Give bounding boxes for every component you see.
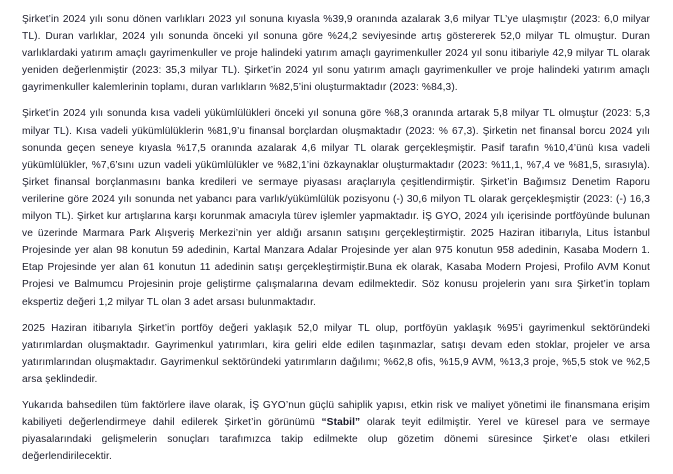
paragraph-portfolio: 2025 Haziran itibarıyla Şirket’in portföy değeri yaklaşık 52,0 milyar TL olup, portföyün yaklaşık %95’i gayrimenkul sektöründeki yatırımlardan oluşmaktadır. Gayrimenkul yatırımları, kira geliri elde edilen taşınmazlar, satışı devam eden stoklar, projeler ve arsa yatırımlarından oluşmaktadır. Gayrimenkul sektöründeki yatırımların dağılımı; %62,8 ofis, %15,9 AVM, %13,3 proje, %5,5 stok ve %2,5 arsa şeklindedir.	[22, 322, 650, 385]
outlook-text-part2: olarak teyit edilmiştir. Yerel ve küresel para ve sermaye piyasalarındaki gelişmelerin sonuçları tarafımızca takip edilmekte olup gözetim dönemi süresince Şirket’e olası etkileri değerlendirilecektir.	[22, 417, 651, 463]
paragraph-outlook	[22, 397, 650, 465]
paragraph-assets: Şirket’in 2024 yılı sonu dönen varlıkları 2023 yıl sonuna kıyasla %39,9 oranında azalarak 3,6 milyar TL’ye ulaşmıştır (2023: 6,0 milyar TL). Duran varlıklar, 2024 yılı sonunda önceki yıl sonuna göre %24,2 seviyesinde artış göstererek 52,0 milyar TL olmuştur. Duran varlıklardaki yatırım amaçlı gayrimenkuller ve proje halindeki yatırım amaçlı gayrimenkuller 2024 yıl sonu itibariyle 42,9 milyar TL olarak yeniden değerlenmiştir (2023: 35,3 milyar TL). Şirket’in 2024 yıl sonu yatırım amaçlı gayrimenkuller ve proje halindeki yatırım amaçlı gayrimenkuller kalemlerinin toplamı, duran varlıkların %82,5’ini oluşturmaktadır (2023: %84,3).	[22, 14, 650, 94]
outlook-rating-label: “Stabil”	[321, 417, 361, 429]
outlook-text-part1: Yukarıda bahsedilen tüm faktörlere ilave olarak, İŞ GYO’nun güçlü sahiplik yapısı, etkin risk ve maliyet yönetimi ile finansmana erişim kabiliyeti değerlendirmeye dahil edilerek Şirket’in görünümü	[22, 399, 650, 429]
paragraph-liabilities: Şirket’in 2024 yılı sonunda kısa vadeli yükümlülükleri önceki yıl sonuna göre %8,3 oranında artarak 5,8 milyar TL olmuştur (2023: 5,3 milyar TL). Kısa vadeli yükümlülüklerin %81,9’u finansal borçlardan oluşmaktadır (2023: % 67,3). Şirketin net finansal borcu 2024 yılı sonunda geçen seneye kıyasla %17,5 oranında azalarak 4,6 milyar TL olarak gerçekleşmiştir. Pasif tarafın %10,4’ünü kısa vadeli yükümlülükler, %7,6’sını uzun vadeli yükümlülükler ve %82,1’ini özkaynaklar oluşturmaktadır (2023: %11,1, %7,4 ve %81,5, sırasıyla). Şirket finansal borçlanmasını banka kredileri ve sermaye piyasası araçlarıyla çeşitlendirmiştir. Şirket’in Bağımsız Denetim Raporu verilerine göre 2024 yılı sonunda net yabancı para varlık/yükümlülük pozisyonu (-) 30,6 milyon TL olarak gerçekleşmiştir (2023: (-) 16,3 milyon TL). Şirket kur artışlarına karşı korunmak amacıyla türev işlemler yapmaktadır. İŞ GYO, 2024 yılı içerisinde portföyünde bulunan ve üzerinde Marmara Park Alışveriş Merkezi’nin yer aldığı arsanın satışını gerçekleştirmiştir. 2025 Haziran itibarıyla, Litus İstanbul Projesinde yer alan 98 konutun 59 adedinin, Kartal Manzara Adalar Projesinde yer alan 975 konutun 958 adedinin, Kasaba Modern 1. Etap Projesinde yer alan 61 konutun 11 adedinin satışı gerçekleştirmiştir.Buna ek olarak, Kasaba Modern Projesi, Profilo AVM Konut Projesi ve Balmumcu Projesinin proje geliştirme çalışmalarına devam edilmektedir. Söz konusu projelerin yanı sıra Şirket’in toplam ekspertiz değeri 1,2 milyar TL olan 3 adet arsası bulunmaktadır.	[22, 108, 650, 308]
